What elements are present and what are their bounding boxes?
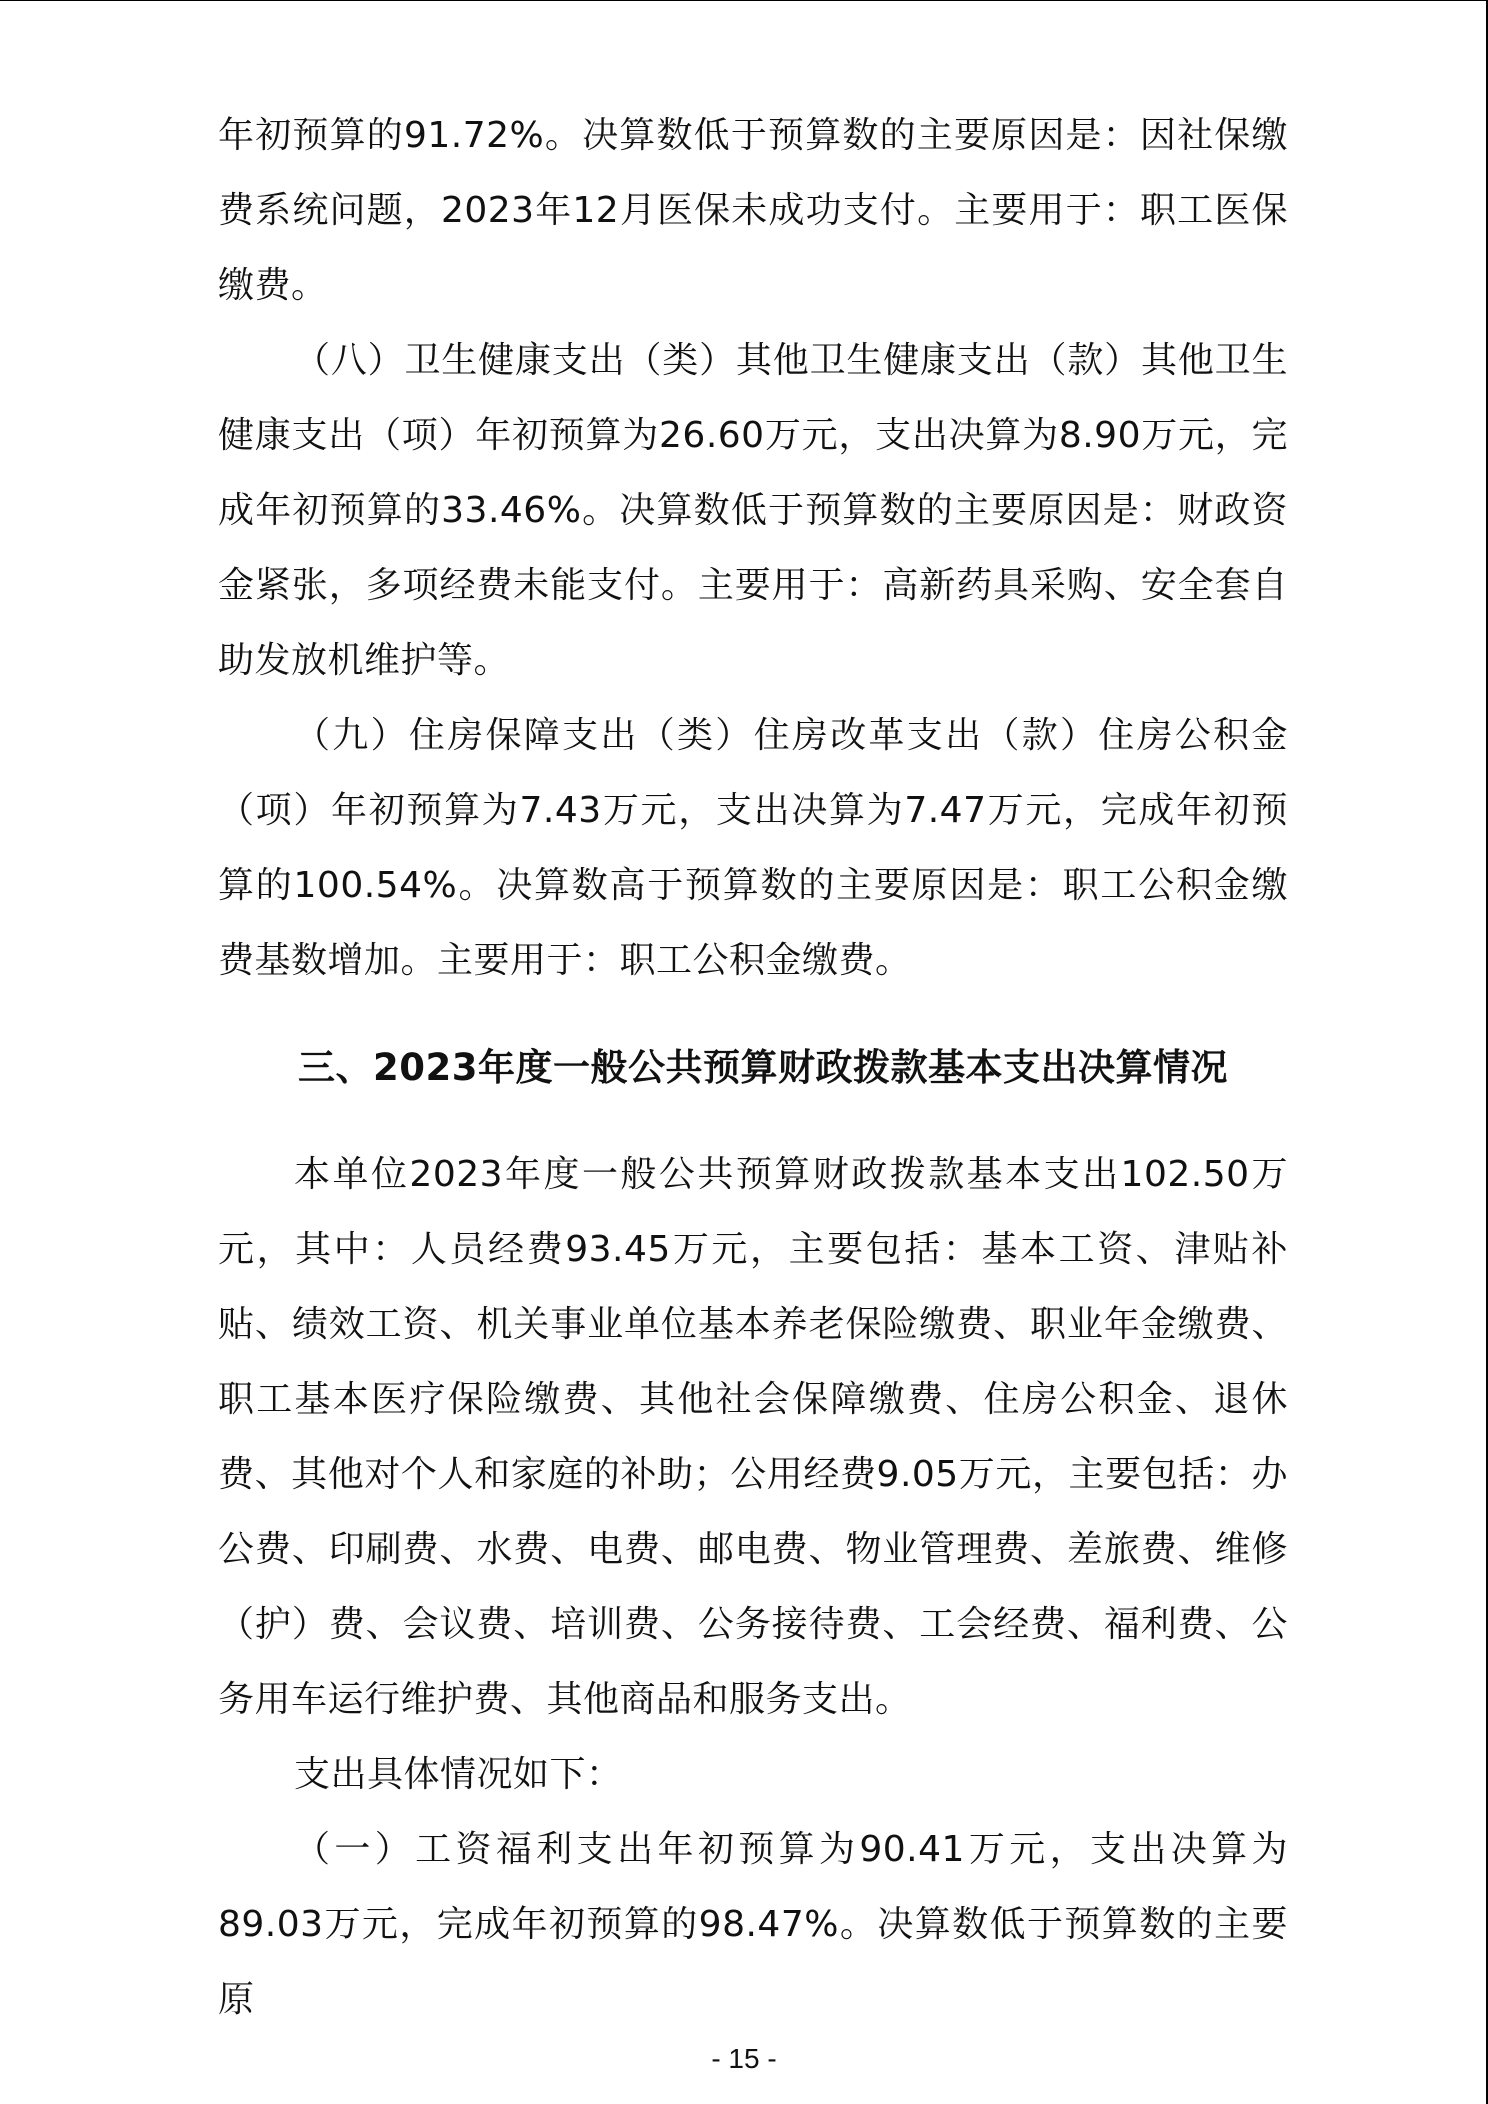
- paragraph-continuation: 年初预算的91.72%。决算数低于预算数的主要原因是：因社保缴费系统问题，2023年12月医保未成功支付。主要用于：职工医保缴费。: [218, 115, 1288, 306]
- paragraph-basic-expenditure: 本单位2023年度一般公共预算财政拨款基本支出102.50万元，其中：人员经费93.45万元，主要包括：基本工资、津贴补贴、绩效工资、机关事业单位基本养老保险缴费、职业年金缴费、职工基本医疗保险缴费、其他社会保障缴费、住房公积金、退休费、其他对个人和家庭的补助；公用经费9.05万元，主要包括：办公费、印刷费、水费、电费、邮电费、物业管理费、差旅费、维修（护）费、会议费、培训费、公务接待费、工会经费、福利费、公务用车运行维护费、其他商品和服务支出。: [218, 1154, 1288, 1720]
- page-number: - 15 -: [711, 2043, 777, 2074]
- paragraph-item-1-wages: （一）工资福利支出年初预算为90.41万元，支出决算为89.03万元，完成年初预算的98.47%。决算数低于预算数的主要原: [218, 1829, 1288, 2020]
- document-body: [218, 98, 1288, 2037]
- paragraph-details-intro: 支出具体情况如下：: [294, 1754, 623, 1795]
- top-border-line: [0, 0, 1486, 1]
- section-heading: 三、2023年度一般公共预算财政拨款基本支出决算情况: [298, 1046, 1228, 1089]
- paragraph-item-8-health: （八）卫生健康支出（类）其他卫生健康支出（款）其他卫生健康支出（项）年初预算为26.60万元，支出决算为8.90万元，完成年初预算的33.46%。决算数低于预算数的主要原因是：财政资金紧张，多项经费未能支付。主要用于：高新药具采购、安全套自助发放机维护等。: [218, 340, 1288, 681]
- paragraph-item-9-housing: （九）住房保障支出（类）住房改革支出（款）住房公积金（项）年初预算为7.43万元，支出决算为7.47万元，完成年初预算的100.54%。决算数高于预算数的主要原因是：职工公积金缴费基数增加。主要用于：职工公积金缴费。: [218, 715, 1288, 981]
